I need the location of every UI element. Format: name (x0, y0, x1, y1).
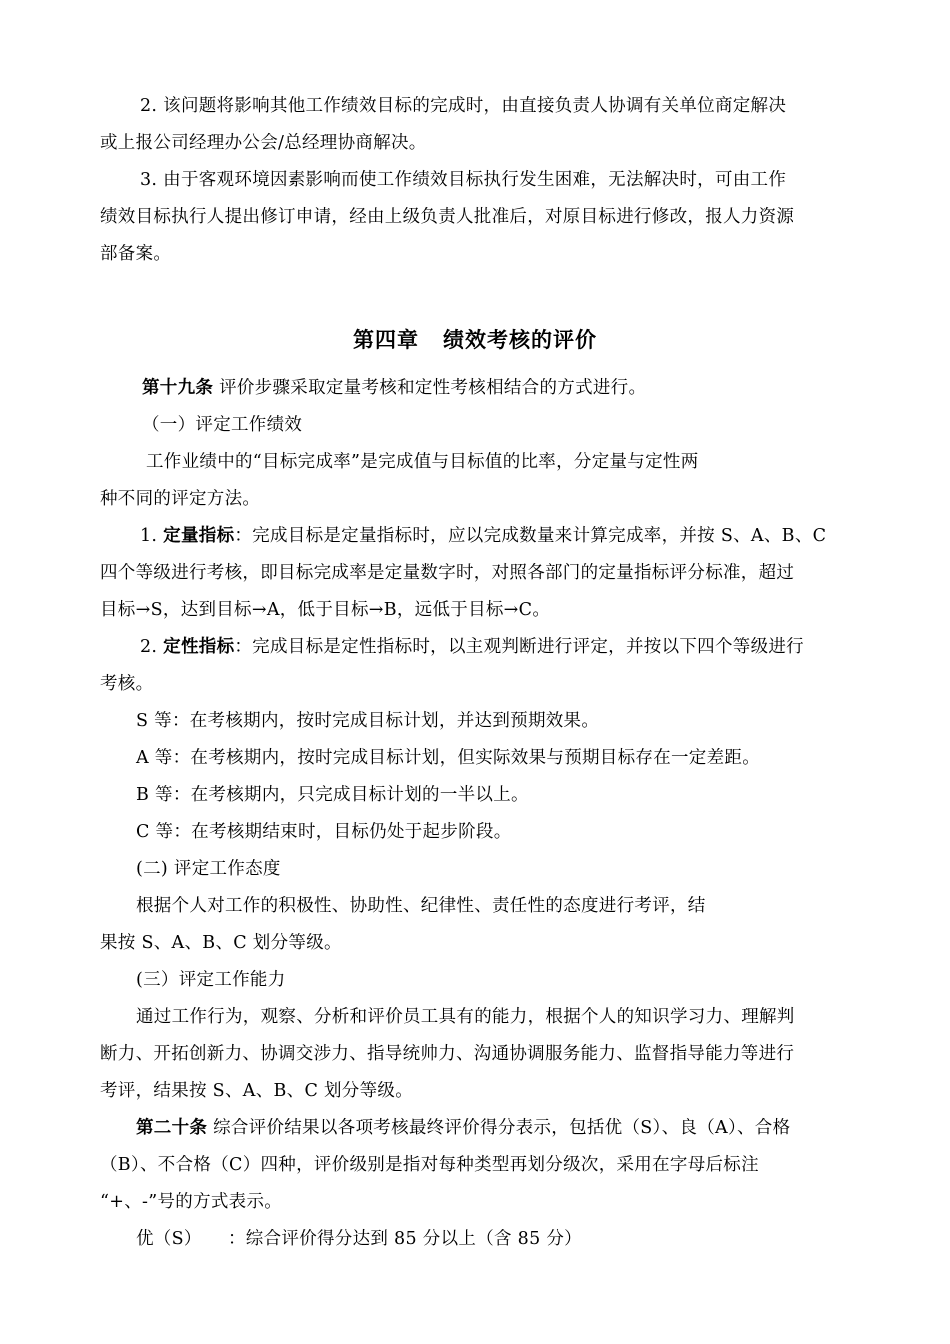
item-1-number: 1. (140, 526, 164, 546)
para-2-line-3: 部备案。 (100, 244, 172, 264)
section-1-intro-line-2: 种不同的评定方法。 (100, 489, 261, 509)
grade-s-line: S 等：在考核期内，按时完成目标计划，并达到预期效果。 (136, 711, 600, 731)
item-2-line-2: 考核。 (100, 674, 154, 694)
section-3-title: (三）评定工作能力 (136, 970, 286, 990)
para-2-line-1: 3. 由于客观环境因素影响而使工作绩效目标执行发生困难，无法解决时，可由工作 (140, 170, 787, 190)
grade-excellent-text: ：综合评价得分达到 85 分以上（含 85 分） (228, 1229, 582, 1249)
chapter-number: 第四章 (353, 328, 419, 352)
article-19-text: 评价步骤采取定量考核和定性考核相结合的方式进行。 (213, 378, 647, 398)
item-2-label: 定性指标 (163, 637, 235, 657)
para-1-line-1: 2. 该问题将影响其他工作绩效目标的完成时，由直接负责人协调有关单位商定解决 (140, 96, 787, 116)
item-2-number: 2. (140, 637, 164, 657)
article-20-line-2: （B）、不合格（C）四种，评价级别是指对每种类型再划分级次，采用在字母后标注 (100, 1155, 759, 1175)
chapter-name: 绩效考核的评价 (443, 328, 597, 352)
section-1-title: （一）评定工作绩效 (142, 415, 303, 435)
section-3-line-2: 断力、开拓创新力、协调交涉力、指导统帅力、沟通协调服务能力、监督指导能力等进行 (100, 1044, 795, 1064)
article-19-label: 第十九条 (142, 378, 214, 398)
article-20-text: 综合评价结果以各项考核最终评价得分表示，包括优（S）、良（A）、合格 (207, 1118, 791, 1138)
article-20-line-1 (136, 1116, 790, 1140)
section-2-line-1: 根据个人对工作的积极性、协助性、纪律性、责任性的态度进行考评，结 (136, 896, 706, 916)
grade-excellent-label: 优（S） (136, 1229, 202, 1249)
item-1-text: ：完成目标是定量指标时，应以完成数量来计算完成率，并按 S、A、B、C (234, 526, 827, 546)
section-2-title: (二) 评定工作态度 (136, 859, 281, 879)
section-3-line-1: 通过工作行为，观察、分析和评价员工具有的能力，根据个人的知识学习力、理解判 (136, 1007, 795, 1027)
item-2-line-1 (140, 635, 804, 659)
item-1-label: 定量指标 (163, 526, 235, 546)
article-19-line (142, 376, 646, 400)
item-1-line-3: 目标→S，达到目标→A，低于目标→B，远低于目标→C。 (100, 600, 551, 620)
para-2-line-2: 绩效目标执行人提出修订申请，经由上级负责人批准后，对原目标进行修改，报人力资源 (100, 207, 795, 227)
section-2-line-2: 果按 S、A、B、C 划分等级。 (100, 933, 342, 953)
grade-c-line: C 等：在考核期结束时，目标仍处于起步阶段。 (136, 822, 512, 842)
grade-a-line: A 等：在考核期内，按时完成目标计划，但实际效果与预期目标存在一定差距。 (136, 748, 760, 768)
section-1-intro-line-1: 工作业绩中的“目标完成率”是完成值与目标值的比率，分定量与定性两 (146, 452, 699, 472)
item-1-line-2: 四个等级进行考核，即目标完成率是定量数字时，对照各部门的定量指标评分标准，超过 (100, 563, 795, 583)
section-3-line-3: 考评，结果按 S、A、B、C 划分等级。 (100, 1081, 414, 1101)
article-20-label: 第二十条 (136, 1118, 208, 1138)
para-1-line-2: 或上报公司经理办公会/总经理协商解决。 (100, 133, 427, 153)
item-1-line-1 (140, 524, 826, 548)
chapter-heading (0, 326, 950, 354)
grade-excellent-line (136, 1227, 582, 1251)
item-2-text: ：完成目标是定性指标时，以主观判断进行评定，并按以下四个等级进行 (234, 637, 804, 657)
grade-b-line: B 等：在考核期内，只完成目标计划的一半以上。 (136, 785, 529, 805)
article-20-line-3: “+、-”号的方式表示。 (100, 1192, 283, 1212)
